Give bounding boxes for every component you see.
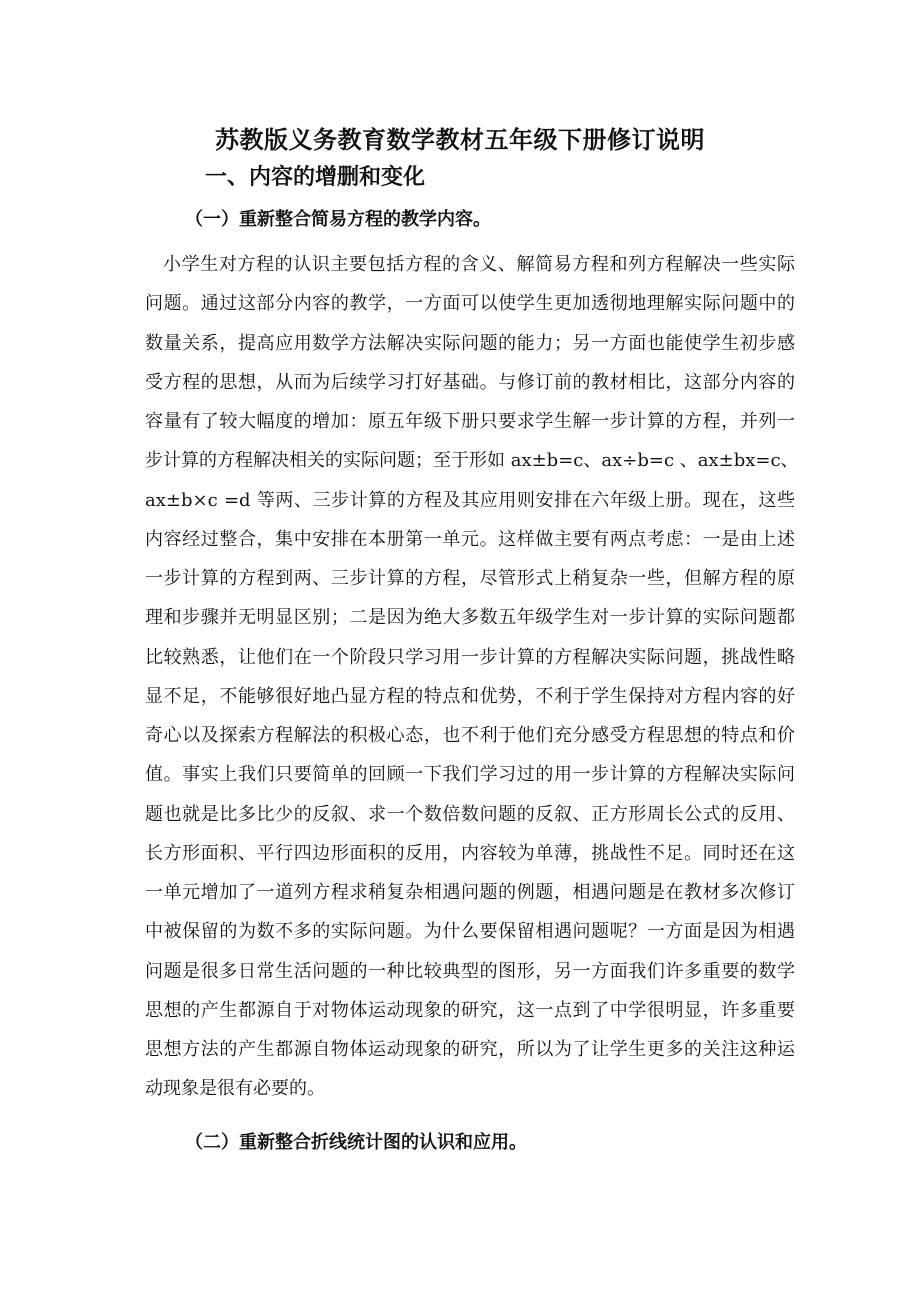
paragraph-line: 一单元增加了一道列方程求稍复杂相遇问题的例题，相遇问题是在教材多次修订 bbox=[145, 882, 795, 903]
paragraph-line: 题也就是比多比少的反叙、求一个数倍数问题的反叙、正方形周长公式的反用、 bbox=[145, 803, 795, 825]
section-heading: 一、内容的增删和变化 bbox=[205, 164, 426, 190]
paragraph-line: 显不足，不能够很好地凸显方程的特点和优势，不利于学生保持对方程内容的好 bbox=[145, 685, 795, 707]
paragraph-line: 数量关系，提高应用数学方法解决实际问题的能力；另一方面也能使学生初步感 bbox=[145, 332, 795, 354]
paragraph-1 bbox=[145, 245, 799, 1109]
paragraph-line: 奇心以及探索方程解法的积极心态，也不利于他们充分感受方程思想的特点和价 bbox=[145, 725, 795, 746]
paragraph-line: 问题。通过这部分内容的教学，一方面可以使学生更加透彻地理解实际问题中的 bbox=[145, 293, 795, 315]
paragraph-line: 一步计算的方程到两、三步计算的方程，尽管形式上稍复杂一些，但解方程的原 bbox=[145, 568, 795, 589]
paragraph-line: 步计算的方程解决相关的实际问题；至于形如 ax±b=c、ax÷b=c 、ax±bx=c、 bbox=[145, 450, 799, 472]
paragraph-line: 问题是很多日常生活问题的一种比较典型的图形，另一方面我们许多重要的数学 bbox=[145, 960, 795, 982]
paragraph-line: 长方形面积、平行四边形面积的反用，内容较为单薄，挑战性不足。同时还在这 bbox=[145, 842, 795, 864]
document-title: 苏教版义务教育数学教材五年级下册修订说明 bbox=[215, 125, 705, 154]
subsection-heading-1: （一）重新整合简易方程的教学内容。 bbox=[185, 209, 491, 230]
paragraph-line: 思想方法的产生都源自物体运动现象的研究，所以为了让学生更多的关注这种运 bbox=[145, 1039, 795, 1060]
paragraph-line: 小学生对方程的认识主要包括方程的含义、解简易方程和列方程解决一些实际 bbox=[163, 254, 795, 275]
paragraph-line: 比较熟悉，让他们在一个阶段只学习用一步计算的方程解决实际问题，挑战性略 bbox=[145, 646, 795, 668]
paragraph-line: ax±b×c =d 等两、三步计算的方程及其应用则安排在六年级上册。现在，这些 bbox=[145, 489, 795, 511]
paragraph-line: 内容经过整合，集中安排在本册第一单元。这样做主要有两点考虑：一是由上述 bbox=[145, 528, 795, 550]
subsection-heading-2: （二）重新整合折线统计图的认识和应用。 bbox=[185, 1132, 527, 1153]
paragraph-line: 动现象是很有必要的。 bbox=[145, 1078, 325, 1100]
paragraph-line: 中被保留的为数不多的实际问题。为什么要保留相遇问题呢？一方面是因为相遇 bbox=[145, 921, 795, 943]
paragraph-line: 理和步骤并无明显区别；二是因为绝大多数五年级学生对一步计算的实际问题都 bbox=[145, 607, 795, 629]
paragraph-line: 容量有了较大幅度的增加：原五年级下册只要求学生解一步计算的方程，并列一 bbox=[145, 411, 795, 432]
paragraph-line: 受方程的思想，从而为后续学习打好基础。与修订前的教材相比，这部分内容的 bbox=[145, 371, 795, 393]
paragraph-line: 值。事实上我们只要简单的回顾一下我们学习过的用一步计算的方程解决实际问 bbox=[145, 764, 795, 786]
paragraph-line: 思想的产生都源自于对物体运动现象的研究，这一点到了中学很明显，许多重要 bbox=[145, 999, 795, 1021]
